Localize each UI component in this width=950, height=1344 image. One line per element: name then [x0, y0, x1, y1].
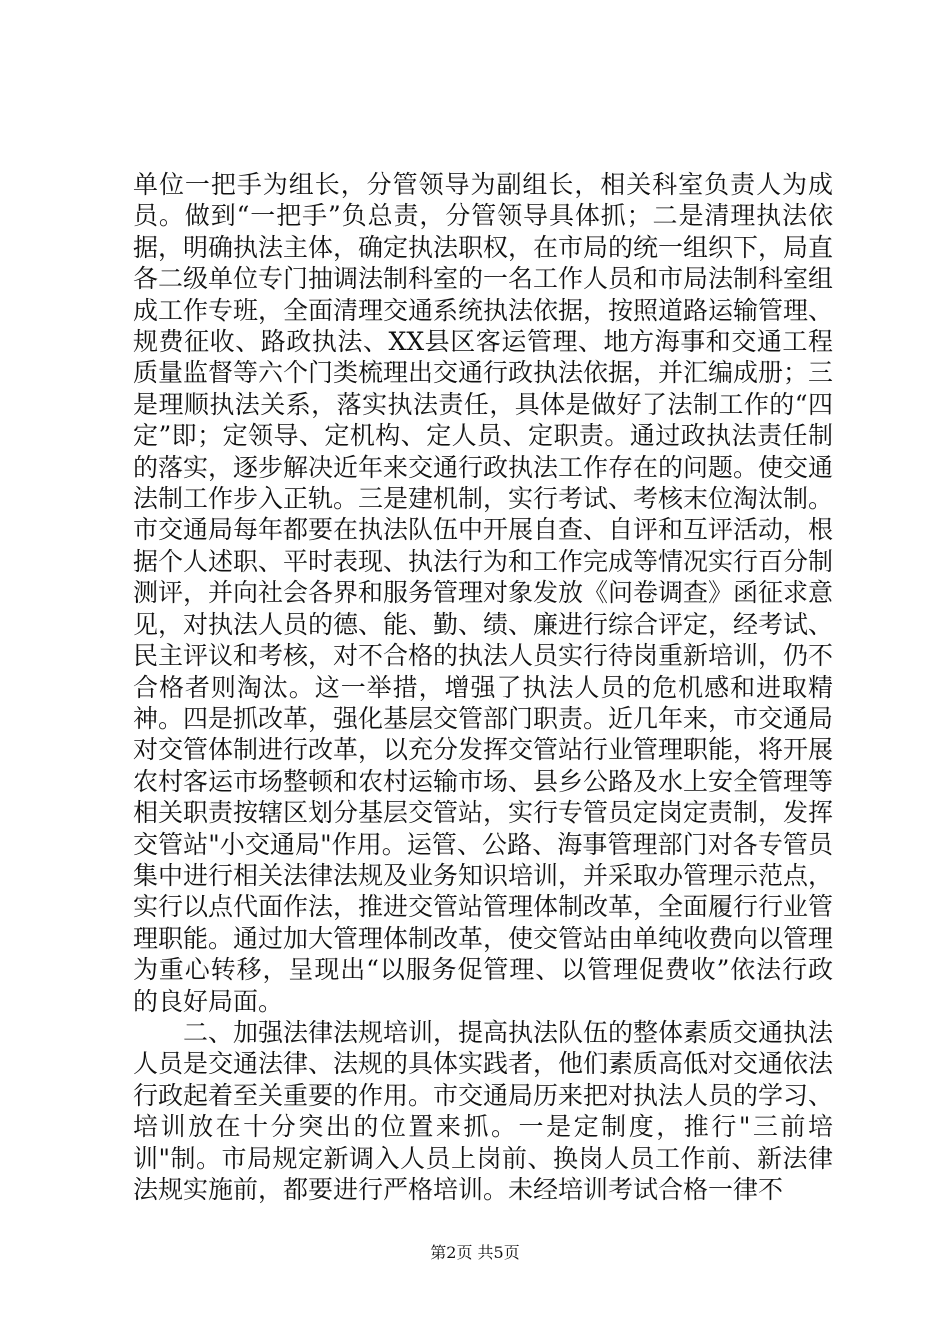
paragraph-continued: 单位一把手为组长，分管领导为副组长，相关科室负责人为成员。做到“一把手”负总责，分管领导具体抓；二是清理执法依据，明确执法主体，确定执法职权，在市局的统一组织下，局直各二级单位专门抽调法制科室的一名工作人员和市局法制科室组成工作专班，全面清理交通系统执法依据，按照道路运输管理、规费征收、路政执法、XX县区客运管理、地方海事和交通工程质量监督等六个门类梳理出交通行政执法依据，并汇编成册；三是理顺执法关系，落实执法责任，具体是做好了法制工作的“四定”即；定领导、定机构、定人员、定职责。通过政执法责任制的落实，逐步解决近年来交通行政执法工作存在的问题。使交通法制工作步入正轨。三是建机制，实行考试、考核末位淘汰制。市交通局每年都要在执法队伍中开展自查、自评和互评活动，根据个人述职、平时表现、执法行为和工作完成等情况实行百分制测评，并向社会各界和服务管理对象发放《问卷调查》函征求意见，对执法人员的德、能、勤、绩、廉进行综合评定，经考试、民主评议和考核，对不合格的执法人员实行待岗重新培训，仍不合格者则淘汰。这一举措，增强了执法人员的危机感和进取精神。四是抓改革，强化基层交管部门职责。近几年来，市交通局对交管体制进行改革，以充分发挥交管站行业管理职能，将开展农村客运市场整顿和农村运输市场、县乡公路及水上安全管理等相关职责按辖区划分基层交管站，实行专管员定岗定责制，发挥交管站"小交通局"作用。运管、公路、海事管理部门对各专管员集中进行相关法律法规及业务知识培训，并采取办管理示范点，实行以点代面作法，推进交管站管理体制改革，全面履行行业管理职能。通过加大管理体制改革，使交管站由单纯收费向以管理为重心转移，呈现出“以服务促管理、以管理促费收”依法行政的良好局面。 — [133, 170, 834, 1016]
page-footer: 第2页 共5页 — [430, 1243, 520, 1262]
document-body — [133, 169, 833, 1205]
paragraph-training: 二、加强法律法规培训，提高执法队伍的整体素质交通执法人员是交通法律、法规的具体实践者，他们素质高低对交通依法行政起着至关重要的作用。市交通局历来把对执法人员的学习、培训放在十分突出的位置来抓。一是定制度，推行"三前培训"制。市局规定新调入人员上岗前、换岗人员工作前、新法律法规实施前，都要进行严格培训。未经培训考试合格一律不 — [133, 1017, 834, 1204]
